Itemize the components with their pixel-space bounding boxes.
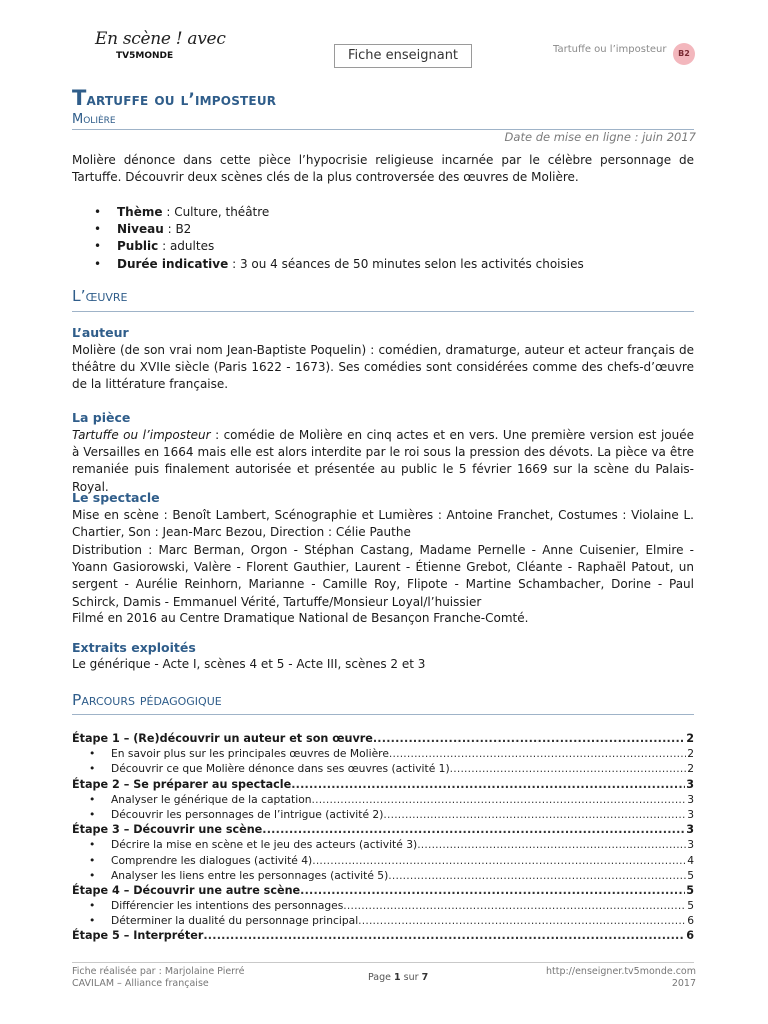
header-doc-title: Tartuffe ou l’imposteur bbox=[553, 44, 667, 55]
toc-page-number: 3 bbox=[687, 792, 694, 806]
toc-label: Découvrir les personnages de l’intrigue (activité 2) bbox=[111, 807, 384, 821]
toc-item[interactable] bbox=[72, 792, 694, 807]
toc-page-number: 5 bbox=[687, 868, 694, 882]
toc-label: Étape 4 – Découvrir une autre scène bbox=[72, 883, 301, 897]
logo-brand: TV5MONDE bbox=[116, 51, 174, 61]
page-number: Page 1 sur 7 bbox=[368, 972, 429, 983]
fiche-enseignant-label: Fiche enseignant bbox=[334, 44, 472, 68]
footer-organization: CAVILAM – Alliance française bbox=[72, 977, 209, 989]
toc-step[interactable] bbox=[72, 777, 694, 792]
section-heading-oeuvre: L’œuvre bbox=[72, 287, 128, 305]
bullet-icon: • bbox=[89, 899, 96, 913]
subheading-extraits: Extraits exploités bbox=[72, 640, 196, 655]
toc-label: Analyser le générique de la captation bbox=[111, 792, 312, 806]
title-rest: artuffe ou l’imposteur bbox=[86, 90, 277, 109]
toc-step[interactable] bbox=[72, 731, 694, 746]
author-name: Molière bbox=[72, 112, 116, 127]
toc-label: Comprendre les dialogues (activité 4) bbox=[111, 853, 313, 867]
spectacle-film: Filmé en 2016 au Centre Dramatique National de Besançon Franche-Comté. bbox=[72, 611, 529, 625]
spectacle-mise-en-scene: Mise en scène : Benoît Lambert, Scénographie et Lumières : Antoine Franchet, Costumes : Violaine L. Chartier, Son : Jean-Marc Bezou, Direction : Célie Pauthe bbox=[72, 508, 694, 540]
toc-leader bbox=[388, 868, 686, 883]
subheading-piece: La pièce bbox=[72, 410, 131, 425]
page-title bbox=[72, 86, 276, 110]
level-badge: B2 bbox=[673, 43, 695, 65]
toc-item[interactable] bbox=[72, 837, 694, 852]
spectacle-distribution: Distribution : Marc Berman, Orgon - Stéphan Castang, Madame Pernelle - Anne Cuisenier, Elmire - Yoann Gasiorowski, Valère - Florent Gauthier, Laurent - Étienne Grebot, Cléante - Raphaël Patout, un sergent - Aurélie Reinhorn, Marianne - Camille Roy, Flipote - Martine Schambacher, Dorine - Paul Schirck, Damis - Emmanuel Vérité, Tartuffe/Monsieur Loyal/l’huissier bbox=[72, 543, 694, 609]
info-niveau: • Niveau : B2 bbox=[117, 221, 584, 238]
subheading-spectacle: Le spectacle bbox=[72, 490, 160, 505]
section-divider bbox=[72, 311, 694, 312]
footer-divider bbox=[72, 962, 694, 963]
bullet-icon: • bbox=[89, 762, 96, 776]
toc-page-number: 3 bbox=[687, 838, 694, 852]
info-theme: • Thème : Culture, théâtre bbox=[117, 204, 584, 221]
toc-label: Étape 2 – Se préparer au spectacle bbox=[72, 777, 292, 791]
toc-step[interactable] bbox=[72, 822, 694, 837]
footer-year: 2017 bbox=[671, 977, 696, 989]
auteur-paragraph: Molière (de son vrai nom Jean-Baptiste Poquelin) : comédien, dramaturge, auteur et acteur français de théâtre du XVIIe siècle (Paris 1622 - 1673). Ses comédies sont considérées comme des chefs-d’œuvre de la littérature française. bbox=[72, 343, 694, 392]
toc-label: Étape 5 – Interpréter bbox=[72, 929, 204, 943]
toc-page-number: 6 bbox=[687, 914, 694, 928]
toc-page-number: 5 bbox=[686, 883, 694, 897]
toc-page-number: 3 bbox=[687, 807, 694, 821]
footer-url: http://enseigner.tv5monde.com bbox=[545, 966, 696, 977]
toc-label: Déterminer la dualité du personnage principal bbox=[111, 914, 359, 928]
toc-page-number: 3 bbox=[686, 777, 694, 791]
toc-leader bbox=[417, 837, 686, 852]
toc-leader bbox=[343, 898, 686, 913]
toc-item[interactable] bbox=[72, 807, 694, 822]
toc-leader bbox=[373, 731, 685, 746]
toc-label: Analyser les liens entre les personnages (activité 5) bbox=[111, 868, 389, 882]
toc-leader bbox=[383, 807, 686, 822]
bullet-icon: • bbox=[89, 838, 96, 852]
bullet-icon: • bbox=[89, 914, 96, 928]
bullet-icon: • bbox=[89, 807, 96, 821]
toc-item[interactable] bbox=[72, 853, 694, 868]
toc-leader bbox=[358, 913, 686, 928]
publication-date: Date de mise en ligne : juin 2017 bbox=[504, 130, 696, 144]
toc-page-number: 4 bbox=[687, 853, 694, 867]
toc-leader bbox=[389, 746, 686, 761]
toc-item[interactable] bbox=[72, 868, 694, 883]
toc-leader bbox=[450, 761, 687, 776]
footer-left bbox=[72, 966, 244, 989]
subheading-auteur: L’auteur bbox=[72, 325, 129, 340]
toc-label: Étape 3 – Découvrir une scène bbox=[72, 823, 263, 837]
info-list bbox=[72, 204, 584, 273]
section-heading-parcours: Parcours pédagogique bbox=[72, 691, 222, 709]
toc-label: Différencier les intentions des personnages bbox=[111, 899, 344, 913]
toc-page-number: 5 bbox=[687, 899, 694, 913]
extraits-text: Le générique - Acte I, scènes 4 et 5 - Acte III, scènes 2 et 3 bbox=[72, 657, 426, 671]
toc-leader bbox=[291, 777, 685, 792]
footer-right bbox=[546, 966, 696, 989]
toc-leader bbox=[312, 853, 686, 868]
info-duree: • Durée indicative : 3 ou 4 séances de 50 minutes selon les activités choisies bbox=[117, 256, 584, 273]
toc-page-number: 2 bbox=[687, 762, 694, 776]
toc-item[interactable] bbox=[72, 898, 694, 913]
toc-leader bbox=[203, 928, 685, 943]
toc-item[interactable] bbox=[72, 913, 694, 928]
toc-step[interactable] bbox=[72, 883, 694, 898]
info-public: • Public : adultes bbox=[117, 238, 584, 255]
toc-label: Étape 1 – (Re)découvrir un auteur et son œuvre bbox=[72, 732, 373, 745]
bullet-icon: • bbox=[89, 792, 96, 806]
toc-leader bbox=[300, 883, 685, 898]
bullet-icon: • bbox=[89, 868, 96, 882]
section-divider bbox=[72, 714, 694, 715]
toc-page-number: 3 bbox=[686, 823, 694, 837]
bullet-icon: • bbox=[89, 853, 96, 867]
bullet-icon: • bbox=[89, 747, 96, 761]
toc-item[interactable] bbox=[72, 746, 694, 761]
piece-paragraph: Tartuffe ou l’imposteur : comédie de Molière en cinq actes et en vers. Une première version est jouée à Versailles en 1664 mais elle est alors interdite par le roi sous la pression des dévots. La pièce va être remaniée puis finalement autorisée et présentée au public le 5 février 1669 sur la scène du Palais-Royal. bbox=[72, 428, 695, 494]
toc-leader bbox=[262, 822, 685, 837]
toc-label: Décrire la mise en scène et le jeu des acteurs (activité 3) bbox=[111, 838, 418, 852]
toc-label: Découvrir ce que Molière dénonce dans ses œuvres (activité 1) bbox=[111, 762, 450, 776]
toc-item[interactable] bbox=[72, 761, 694, 776]
title-initial: T bbox=[72, 86, 87, 110]
footer-author: Fiche réalisée par : Marjolaine Pierré bbox=[72, 966, 245, 977]
toc-page-number: 2 bbox=[686, 732, 694, 745]
toc-step[interactable] bbox=[72, 928, 694, 943]
toc-leader bbox=[312, 792, 687, 807]
intro-paragraph: Molière dénonce dans cette pièce l’hypocrisie religieuse incarnée par le célèbre personnage de Tartuffe. Découvrir deux scènes clés de la plus controversée des œuvres de Molière. bbox=[72, 153, 694, 185]
toc-page-number: 2 bbox=[687, 747, 694, 761]
table-of-contents bbox=[72, 731, 694, 944]
toc-label: En savoir plus sur les principales œuvres de Molière bbox=[111, 747, 389, 761]
logo-script: En scène ! avec bbox=[95, 29, 226, 49]
toc-page-number: 6 bbox=[686, 929, 694, 943]
